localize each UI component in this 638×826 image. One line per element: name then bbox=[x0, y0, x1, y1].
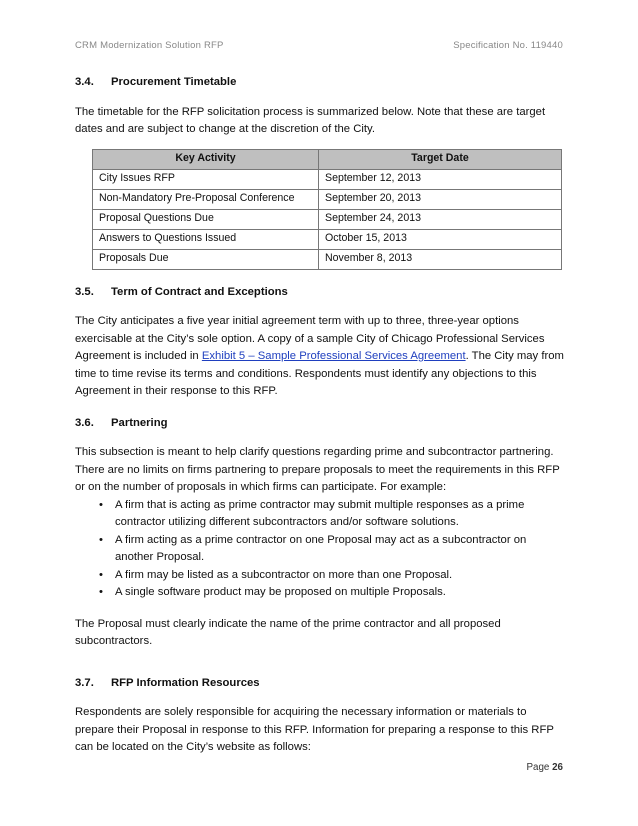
list-item bbox=[99, 584, 565, 602]
bullet-icon: • bbox=[99, 533, 103, 546]
table-row bbox=[93, 209, 562, 229]
date-cell: November 8, 2013 bbox=[319, 249, 562, 269]
activity-cell: Answers to Questions Issued bbox=[93, 229, 319, 249]
section-3-4-heading bbox=[75, 74, 565, 92]
page-label: Page bbox=[526, 762, 553, 773]
contract-text-start: The City anticipates a five year initial agreement term with up to three, three-year options exercisable at the City’s sole option. A copy of a sample City of Chicago Professional Services Agreement is included in bbox=[75, 315, 545, 362]
list-item-text: A firm may be listed as a subcontractor on more than one Proposal. bbox=[115, 568, 453, 581]
information-resources-paragraph: Respondents are solely responsible for acquiring the necessary information or materials to prepare their Proposal in response to this RFP. Information for preparing a response to this RFP can be located on the City’s website as follows: bbox=[75, 706, 554, 753]
bullet-icon: • bbox=[99, 498, 103, 511]
page-number: 26 bbox=[552, 762, 563, 773]
section-number: 3.5. bbox=[75, 285, 94, 298]
exhibit-5-link[interactable]: Exhibit 5 – Sample Professional Services Agreement bbox=[201, 350, 466, 362]
column-header-activity: Key Activity bbox=[93, 149, 319, 169]
bullet-icon: • bbox=[99, 586, 103, 598]
partnering-examples-list bbox=[75, 497, 565, 602]
list-item-text: A single software product may be proposed on multiple Proposals. bbox=[115, 586, 446, 598]
date-cell: October 15, 2013 bbox=[319, 229, 562, 249]
table-row bbox=[93, 169, 562, 189]
section-title: RFP Information Resources bbox=[111, 676, 260, 689]
contract-text-end: . The City may from time to time revise its terms and conditions. Respondents must identify any objections to this Agreement in their response to this RFP. bbox=[75, 350, 564, 397]
section-3-5-heading bbox=[75, 284, 565, 302]
section-number: 3.4. bbox=[75, 76, 94, 88]
section-number: 3.6. bbox=[75, 416, 94, 429]
section-title: Procurement Timetable bbox=[111, 76, 237, 88]
table-row bbox=[93, 229, 562, 249]
table-row bbox=[93, 189, 562, 209]
date-cell: September 24, 2013 bbox=[319, 209, 562, 229]
date-cell: September 12, 2013 bbox=[319, 169, 562, 189]
list-item bbox=[99, 497, 565, 532]
section-number: 3.7. bbox=[75, 676, 94, 689]
prime-contractor-paragraph: The Proposal must clearly indicate the name of the prime contractor and all proposed subcontractors. bbox=[75, 617, 501, 647]
page-content bbox=[75, 74, 565, 757]
date-cell: September 20, 2013 bbox=[319, 189, 562, 209]
timetable-table bbox=[92, 149, 562, 270]
header-title: CRM Modernization Solution RFP bbox=[75, 40, 224, 51]
partnering-paragraph: This subsection is meant to help clarify questions regarding prime and subcontractor partnering. There are no limits on firms partnering to prepare proposals to meet the requirements in this RFP or on the number of proposals in which firms can participate. For example: bbox=[75, 446, 560, 493]
list-item bbox=[99, 567, 565, 585]
section-3-6-heading bbox=[75, 415, 565, 433]
table-header-row bbox=[93, 149, 562, 169]
list-item bbox=[99, 532, 565, 567]
activity-cell: Proposal Questions Due bbox=[93, 209, 319, 229]
timetable-intro: The timetable for the RFP solicitation process is summarized below. Note that these are target dates and are subject to change at the discretion of the City. bbox=[75, 105, 546, 135]
column-header-date: Target Date bbox=[319, 149, 562, 169]
section-3-7-heading bbox=[75, 675, 565, 693]
page-footer bbox=[526, 762, 563, 773]
table-row bbox=[93, 249, 562, 269]
header-spec-number: Specification No. 119440 bbox=[453, 40, 563, 51]
list-item-text: A firm acting as a prime contractor on one Proposal may act as a subcontractor on another Proposal. bbox=[115, 533, 527, 563]
activity-cell: City Issues RFP bbox=[93, 169, 319, 189]
bullet-icon: • bbox=[99, 568, 103, 581]
activity-cell: Proposals Due bbox=[93, 249, 319, 269]
section-title: Partnering bbox=[111, 416, 168, 429]
contract-term-paragraph bbox=[75, 313, 565, 401]
list-item-text: A firm that is acting as prime contractor may submit multiple responses as a prime contractor utilizing different subcontractors and/or software solutions. bbox=[115, 498, 525, 528]
section-title: Term of Contract and Exceptions bbox=[111, 285, 288, 298]
activity-cell: Non-Mandatory Pre-Proposal Conference bbox=[93, 189, 319, 209]
